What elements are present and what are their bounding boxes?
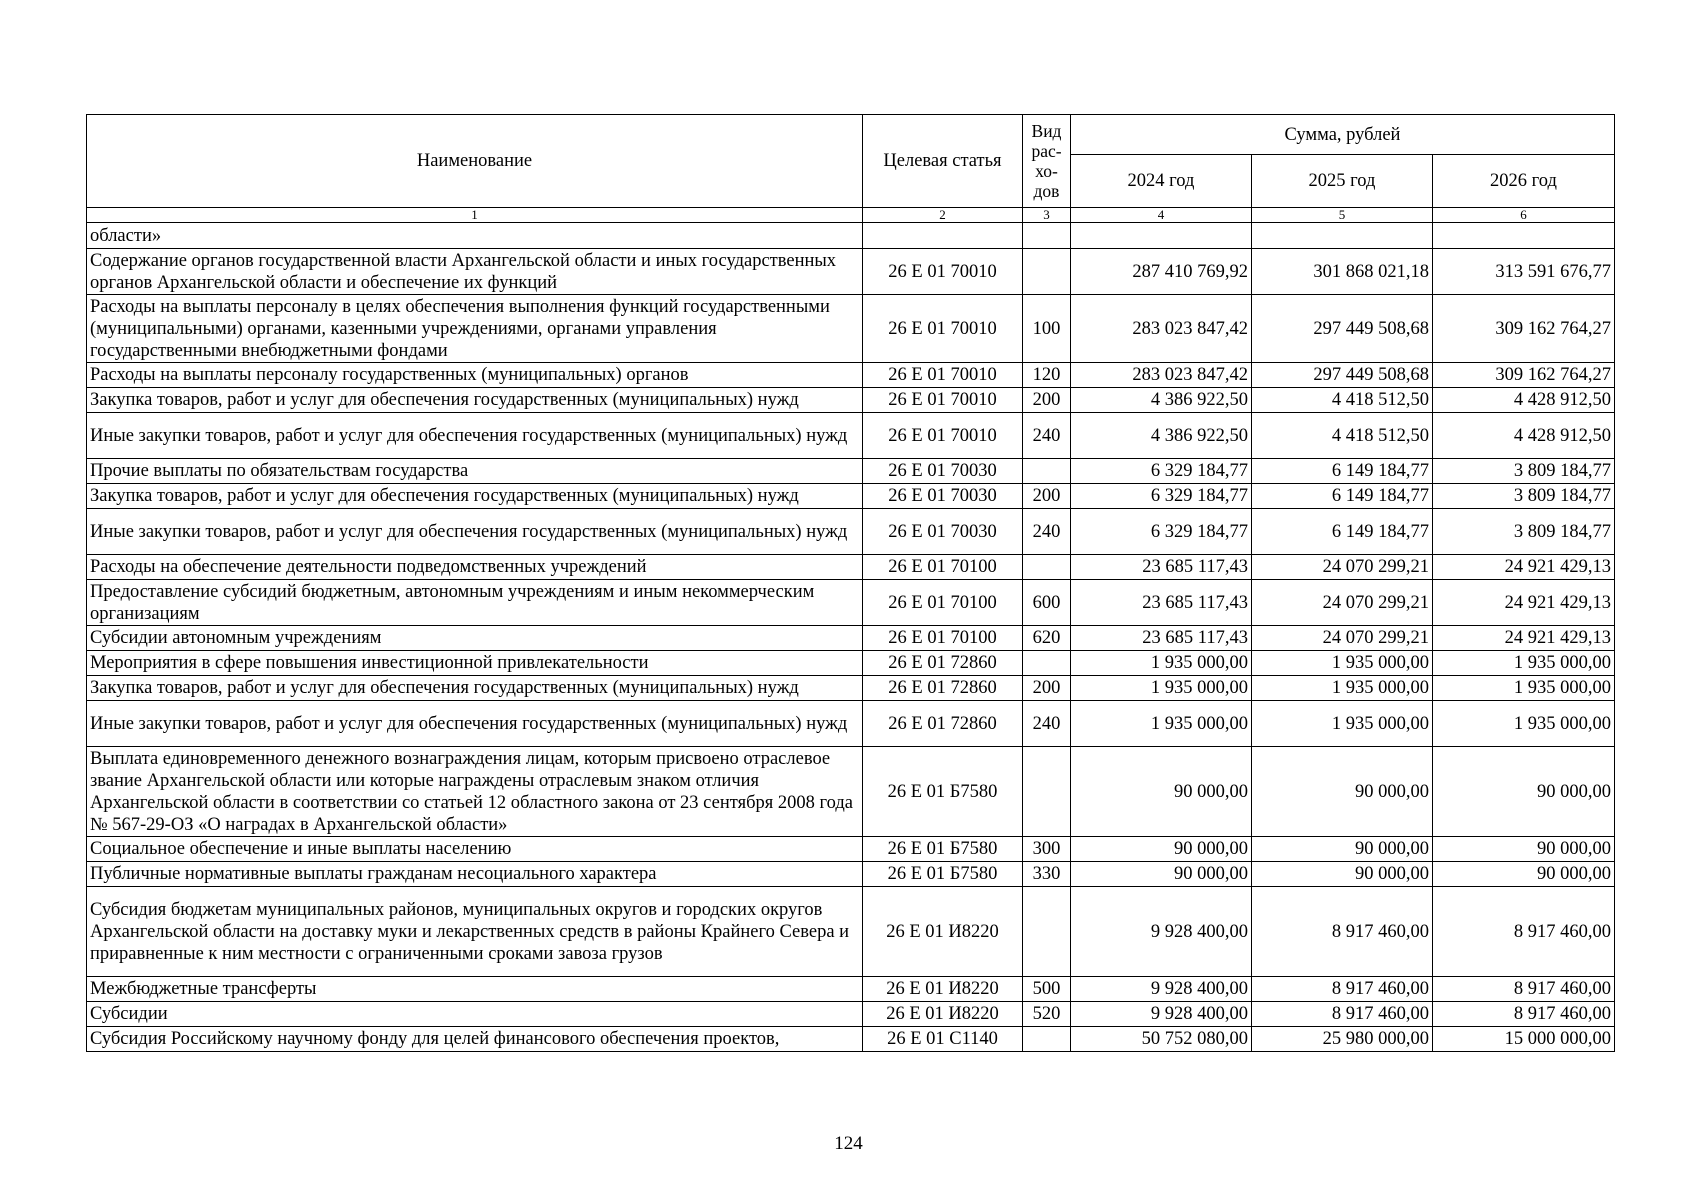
row-target-article: 26 Е 01 70030 — [863, 484, 1023, 509]
header-year-2026: 2026 год — [1433, 155, 1615, 208]
row-expense-kind: 100 — [1023, 295, 1071, 363]
row-sum-2026: 4 428 912,50 — [1433, 413, 1615, 459]
page-number: 124 — [834, 1133, 863, 1154]
table-row — [87, 555, 1615, 580]
row-expense-kind: 600 — [1023, 580, 1071, 626]
row-name: Расходы на обеспечение деятельности подведомственных учреждений — [87, 555, 863, 580]
table-row — [87, 626, 1615, 651]
table-row — [87, 509, 1615, 555]
row-sum-2024: 1 935 000,00 — [1071, 676, 1252, 701]
row-sum-2025: 4 418 512,50 — [1252, 388, 1433, 413]
table-row — [87, 862, 1615, 887]
row-target-article: 26 Е 01 72860 — [863, 676, 1023, 701]
row-expense-kind — [1023, 555, 1071, 580]
row-target-article: 26 Е 01 70010 — [863, 413, 1023, 459]
table-row — [87, 249, 1615, 295]
row-name: Предоставление субсидий бюджетным, автономным учреждениям и иным некоммерческим организациям — [87, 580, 863, 626]
row-sum-2026: 4 428 912,50 — [1433, 388, 1615, 413]
table-body — [87, 223, 1615, 1052]
row-sum-2026: 8 917 460,00 — [1433, 1002, 1615, 1027]
column-number: 4 — [1071, 208, 1252, 223]
row-target-article: 26 Е 01 С1140 — [863, 1027, 1023, 1052]
row-sum-2026: 3 809 184,77 — [1433, 509, 1615, 555]
row-sum-2026: 309 162 764,27 — [1433, 295, 1615, 363]
row-sum-2024: 6 329 184,77 — [1071, 459, 1252, 484]
table-row — [87, 580, 1615, 626]
row-sum-2024: 1 935 000,00 — [1071, 701, 1252, 747]
row-sum-2025 — [1252, 223, 1433, 249]
row-target-article: 26 Е 01 70010 — [863, 249, 1023, 295]
row-target-article: 26 Е 01 И8220 — [863, 1002, 1023, 1027]
header-name: Наименование — [87, 115, 863, 208]
row-sum-2025: 90 000,00 — [1252, 862, 1433, 887]
table-row — [87, 701, 1615, 747]
column-number: 5 — [1252, 208, 1433, 223]
row-sum-2024: 50 752 080,00 — [1071, 1027, 1252, 1052]
row-name: Расходы на выплаты персоналу в целях обеспечения выполнения функций государственными (муниципальными) органами, казенными учреждениями, органами управления государственными внебюджетными фондами — [87, 295, 863, 363]
row-sum-2024: 287 410 769,92 — [1071, 249, 1252, 295]
row-sum-2024: 4 386 922,50 — [1071, 413, 1252, 459]
row-sum-2026: 8 917 460,00 — [1433, 887, 1615, 977]
row-target-article: 26 Е 01 70100 — [863, 580, 1023, 626]
row-sum-2026: 15 000 000,00 — [1433, 1027, 1615, 1052]
row-name: Субсидия бюджетам муниципальных районов, муниципальных округов и городских округов Архангельской области на доставку муки и лекарственных средств в районы Крайнего Севера и приравненные к ним местности с ограниченными сроками завоза грузов — [87, 887, 863, 977]
row-sum-2026: 1 935 000,00 — [1433, 651, 1615, 676]
row-name: Расходы на выплаты персоналу государственных (муниципальных) органов — [87, 363, 863, 388]
row-sum-2025: 24 070 299,21 — [1252, 580, 1433, 626]
row-name: Закупка товаров, работ и услуг для обеспечения государственных (муниципальных) нужд — [87, 676, 863, 701]
table-row — [87, 295, 1615, 363]
row-expense-kind: 120 — [1023, 363, 1071, 388]
table-row — [87, 1002, 1615, 1027]
row-sum-2025: 297 449 508,68 — [1252, 295, 1433, 363]
row-sum-2025: 301 868 021,18 — [1252, 249, 1433, 295]
row-target-article: 26 Е 01 72860 — [863, 701, 1023, 747]
row-target-article: 26 Е 01 70010 — [863, 295, 1023, 363]
row-sum-2025: 1 935 000,00 — [1252, 651, 1433, 676]
row-expense-kind — [1023, 887, 1071, 977]
row-expense-kind: 200 — [1023, 676, 1071, 701]
table-row — [87, 747, 1615, 837]
row-name: Публичные нормативные выплаты гражданам несоциального характера — [87, 862, 863, 887]
column-number: 1 — [87, 208, 863, 223]
row-sum-2026: 313 591 676,77 — [1433, 249, 1615, 295]
row-sum-2025: 8 917 460,00 — [1252, 1002, 1433, 1027]
row-expense-kind: 620 — [1023, 626, 1071, 651]
table-row — [87, 837, 1615, 862]
row-expense-kind: 500 — [1023, 977, 1071, 1002]
table-row — [87, 223, 1615, 249]
row-sum-2026: 24 921 429,13 — [1433, 580, 1615, 626]
table-row — [87, 676, 1615, 701]
row-name: Иные закупки товаров, работ и услуг для обеспечения государственных (муниципальных) нужд — [87, 413, 863, 459]
row-name: Прочие выплаты по обязательствам государства — [87, 459, 863, 484]
header-year-2025: 2025 год — [1252, 155, 1433, 208]
row-sum-2026: 90 000,00 — [1433, 862, 1615, 887]
row-sum-2026: 24 921 429,13 — [1433, 626, 1615, 651]
row-sum-2025: 1 935 000,00 — [1252, 676, 1433, 701]
row-target-article: 26 Е 01 70030 — [863, 509, 1023, 555]
row-name: области» — [87, 223, 863, 249]
row-name: Субсидия Российскому научному фонду для целей финансового обеспечения проектов, — [87, 1027, 863, 1052]
table-row — [87, 413, 1615, 459]
row-name: Мероприятия в сфере повышения инвестиционной привлекательности — [87, 651, 863, 676]
row-target-article: 26 Е 01 И8220 — [863, 977, 1023, 1002]
row-target-article: 26 Е 01 Б7580 — [863, 862, 1023, 887]
row-sum-2024 — [1071, 223, 1252, 249]
row-sum-2024: 6 329 184,77 — [1071, 509, 1252, 555]
row-expense-kind: 520 — [1023, 1002, 1071, 1027]
header-year-2024: 2024 год — [1071, 155, 1252, 208]
header-sum: Сумма, рублей — [1071, 115, 1615, 155]
row-expense-kind: 200 — [1023, 388, 1071, 413]
row-sum-2025: 8 917 460,00 — [1252, 887, 1433, 977]
budget-table — [86, 114, 1615, 1052]
row-sum-2024: 90 000,00 — [1071, 837, 1252, 862]
row-sum-2025: 1 935 000,00 — [1252, 701, 1433, 747]
table-row — [87, 388, 1615, 413]
column-number: 6 — [1433, 208, 1615, 223]
row-sum-2025: 90 000,00 — [1252, 837, 1433, 862]
row-name: Содержание органов государственной власти Архангельской области и иных государственных органов Архангельской области и обеспечение их функций — [87, 249, 863, 295]
row-expense-kind — [1023, 1027, 1071, 1052]
row-sum-2024: 90 000,00 — [1071, 747, 1252, 837]
row-sum-2024: 1 935 000,00 — [1071, 651, 1252, 676]
row-sum-2024: 9 928 400,00 — [1071, 887, 1252, 977]
row-sum-2026: 309 162 764,27 — [1433, 363, 1615, 388]
row-sum-2025: 297 449 508,68 — [1252, 363, 1433, 388]
table-row — [87, 977, 1615, 1002]
header-target-article: Целевая статья — [863, 115, 1023, 208]
row-expense-kind: 240 — [1023, 413, 1071, 459]
row-sum-2026: 3 809 184,77 — [1433, 484, 1615, 509]
row-sum-2025: 25 980 000,00 — [1252, 1027, 1433, 1052]
row-name: Иные закупки товаров, работ и услуг для обеспечения государственных (муниципальных) нужд — [87, 701, 863, 747]
table-row — [87, 484, 1615, 509]
row-target-article: 26 Е 01 Б7580 — [863, 747, 1023, 837]
column-number: 2 — [863, 208, 1023, 223]
table-row — [87, 459, 1615, 484]
row-sum-2026: 8 917 460,00 — [1433, 977, 1615, 1002]
row-name: Закупка товаров, работ и услуг для обеспечения государственных (муниципальных) нужд — [87, 388, 863, 413]
row-sum-2025: 90 000,00 — [1252, 747, 1433, 837]
row-sum-2025: 4 418 512,50 — [1252, 413, 1433, 459]
row-sum-2026: 3 809 184,77 — [1433, 459, 1615, 484]
row-sum-2024: 23 685 117,43 — [1071, 555, 1252, 580]
row-expense-kind — [1023, 249, 1071, 295]
row-expense-kind: 240 — [1023, 701, 1071, 747]
row-sum-2025: 6 149 184,77 — [1252, 484, 1433, 509]
row-target-article: 26 Е 01 70010 — [863, 363, 1023, 388]
row-expense-kind — [1023, 459, 1071, 484]
row-target-article: 26 Е 01 70100 — [863, 626, 1023, 651]
row-target-article: 26 Е 01 Б7580 — [863, 837, 1023, 862]
row-sum-2026: 1 935 000,00 — [1433, 676, 1615, 701]
row-sum-2025: 24 070 299,21 — [1252, 555, 1433, 580]
row-target-article: 26 Е 01 72860 — [863, 651, 1023, 676]
row-name: Выплата единовременного денежного вознаграждения лицам, которым присвоено отраслевое звание Архангельской области или которые награждены отраслевым знаком отличия Архангельской области в соответствии со статьей 12 областного закона от 23 сентября 2008 года № 567-29-ОЗ «О наградах в Архангельской области» — [87, 747, 863, 837]
header-expense-kind: Вид рас-хо-дов — [1023, 115, 1071, 208]
row-sum-2026: 24 921 429,13 — [1433, 555, 1615, 580]
row-name: Субсидии автономным учреждениям — [87, 626, 863, 651]
row-name: Закупка товаров, работ и услуг для обеспечения государственных (муниципальных) нужд — [87, 484, 863, 509]
row-target-article — [863, 223, 1023, 249]
row-sum-2026 — [1433, 223, 1615, 249]
row-target-article: 26 Е 01 70010 — [863, 388, 1023, 413]
row-sum-2024: 4 386 922,50 — [1071, 388, 1252, 413]
row-sum-2024: 23 685 117,43 — [1071, 626, 1252, 651]
row-sum-2026: 90 000,00 — [1433, 747, 1615, 837]
row-expense-kind — [1023, 747, 1071, 837]
row-sum-2024: 283 023 847,42 — [1071, 363, 1252, 388]
row-sum-2025: 6 149 184,77 — [1252, 509, 1433, 555]
row-expense-kind: 300 — [1023, 837, 1071, 862]
row-expense-kind — [1023, 223, 1071, 249]
row-name: Социальное обеспечение и иные выплаты населению — [87, 837, 863, 862]
row-expense-kind: 330 — [1023, 862, 1071, 887]
row-target-article: 26 Е 01 70100 — [863, 555, 1023, 580]
row-sum-2026: 1 935 000,00 — [1433, 701, 1615, 747]
row-sum-2025: 6 149 184,77 — [1252, 459, 1433, 484]
row-sum-2024: 9 928 400,00 — [1071, 1002, 1252, 1027]
row-expense-kind — [1023, 651, 1071, 676]
row-target-article: 26 Е 01 70030 — [863, 459, 1023, 484]
table-row — [87, 1027, 1615, 1052]
row-sum-2024: 23 685 117,43 — [1071, 580, 1252, 626]
table-row — [87, 651, 1615, 676]
row-name: Межбюджетные трансферты — [87, 977, 863, 1002]
column-number: 3 — [1023, 208, 1071, 223]
row-expense-kind: 240 — [1023, 509, 1071, 555]
row-expense-kind: 200 — [1023, 484, 1071, 509]
row-name: Субсидии — [87, 1002, 863, 1027]
row-sum-2025: 24 070 299,21 — [1252, 626, 1433, 651]
row-name: Иные закупки товаров, работ и услуг для обеспечения государственных (муниципальных) нужд — [87, 509, 863, 555]
row-sum-2024: 9 928 400,00 — [1071, 977, 1252, 1002]
row-sum-2025: 8 917 460,00 — [1252, 977, 1433, 1002]
table-row — [87, 887, 1615, 977]
row-sum-2026: 90 000,00 — [1433, 837, 1615, 862]
row-sum-2024: 283 023 847,42 — [1071, 295, 1252, 363]
row-sum-2024: 6 329 184,77 — [1071, 484, 1252, 509]
row-target-article: 26 Е 01 И8220 — [863, 887, 1023, 977]
row-sum-2024: 90 000,00 — [1071, 862, 1252, 887]
table-row — [87, 363, 1615, 388]
